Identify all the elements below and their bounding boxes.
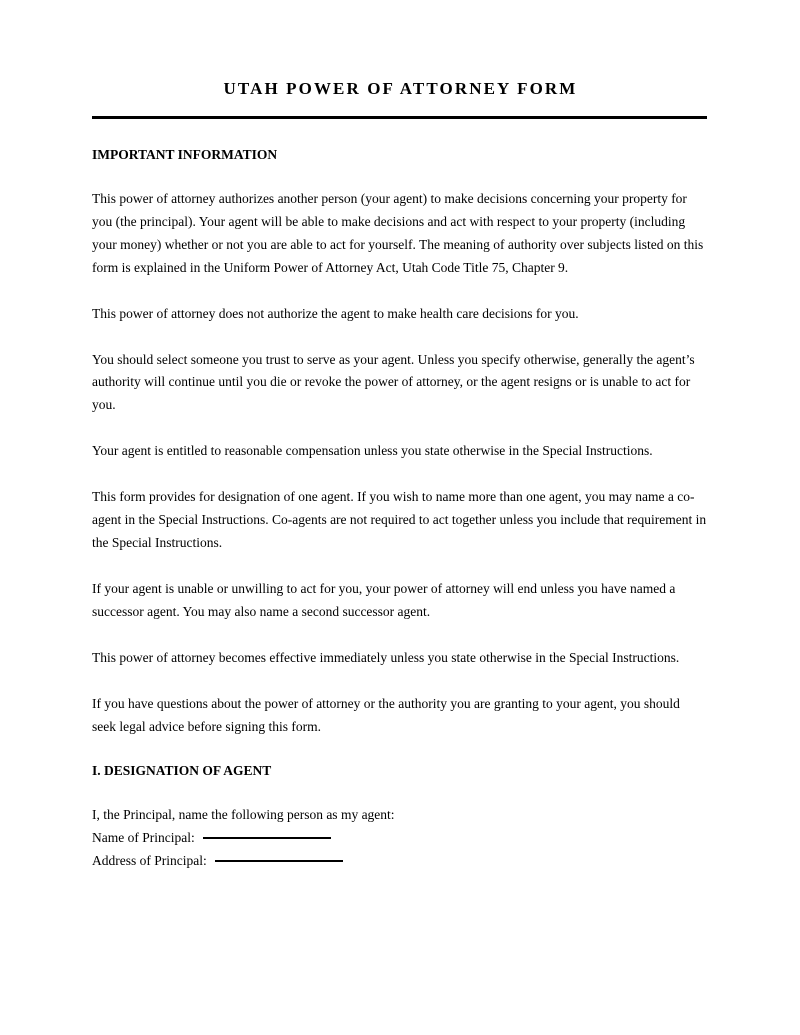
paragraph-co-agent-designation: This form provides for designation of one agent. If you wish to name more than one agent, you may name a co-agent in the Special Instructions. Co-agents are not required to act together unless you include that requirement in the Special Instructions. bbox=[92, 489, 707, 550]
section-heading-designation-of-agent: I. DESIGNATION OF AGENT bbox=[92, 763, 272, 779]
paragraph-successor-agent: If your agent is unable or unwilling to act for you, your power of attorney will end unless you have named a successor agent. You may also name a second successor agent. bbox=[92, 580, 676, 619]
paragraph-agent-selection: You should select someone you trust to serve as your agent. Unless you specify otherwise, generally the agent’s authority will continue until you die or revoke the power of attorney, or the agent resigns or is unable to act for you. bbox=[92, 351, 695, 413]
title-divider bbox=[92, 116, 707, 119]
field-row-address-of-principal bbox=[92, 850, 707, 873]
paragraph-principal-designation-intro: I, the Principal, name the following person as my agent: bbox=[92, 807, 395, 823]
input-address-of-principal[interactable] bbox=[215, 860, 343, 862]
label-name-of-principal: Name of Principal: bbox=[92, 830, 195, 846]
page-title: UTAH POWER OF ATTORNEY FORM bbox=[223, 79, 578, 98]
label-address-of-principal: Address of Principal: bbox=[92, 853, 207, 869]
paragraph-authorization-scope: This power of attorney authorizes another person (your agent) to make decisions concerning your property for you (the principal). Your agent will be able to make decisions and act with respect to your property (including your money) whether or not you are able to act for yourself. The meaning of authority over subjects listed on this form is explained in the Uniform Power of Attorney Act, Utah Code Title 75, Chapter 9. bbox=[92, 191, 704, 275]
paragraph-agent-compensation: Your agent is entitled to reasonable compensation unless you state otherwise in the Special Instructions. bbox=[92, 443, 653, 459]
field-row-name-of-principal bbox=[92, 827, 707, 850]
paragraph-health-care-exclusion: This power of attorney does not authorize the agent to make health care decisions for you. bbox=[92, 305, 579, 321]
document-content bbox=[92, 78, 707, 873]
paragraph-effective-date: This power of attorney becomes effective immediately unless you state otherwise in the Special Instructions. bbox=[92, 649, 680, 665]
paragraph-legal-advice: If you have questions about the power of attorney or the authority you are granting to your agent, you should seek legal advice before signing this form. bbox=[92, 695, 680, 734]
input-name-of-principal[interactable] bbox=[203, 837, 331, 839]
section-heading-important-information: IMPORTANT INFORMATION bbox=[92, 147, 278, 162]
